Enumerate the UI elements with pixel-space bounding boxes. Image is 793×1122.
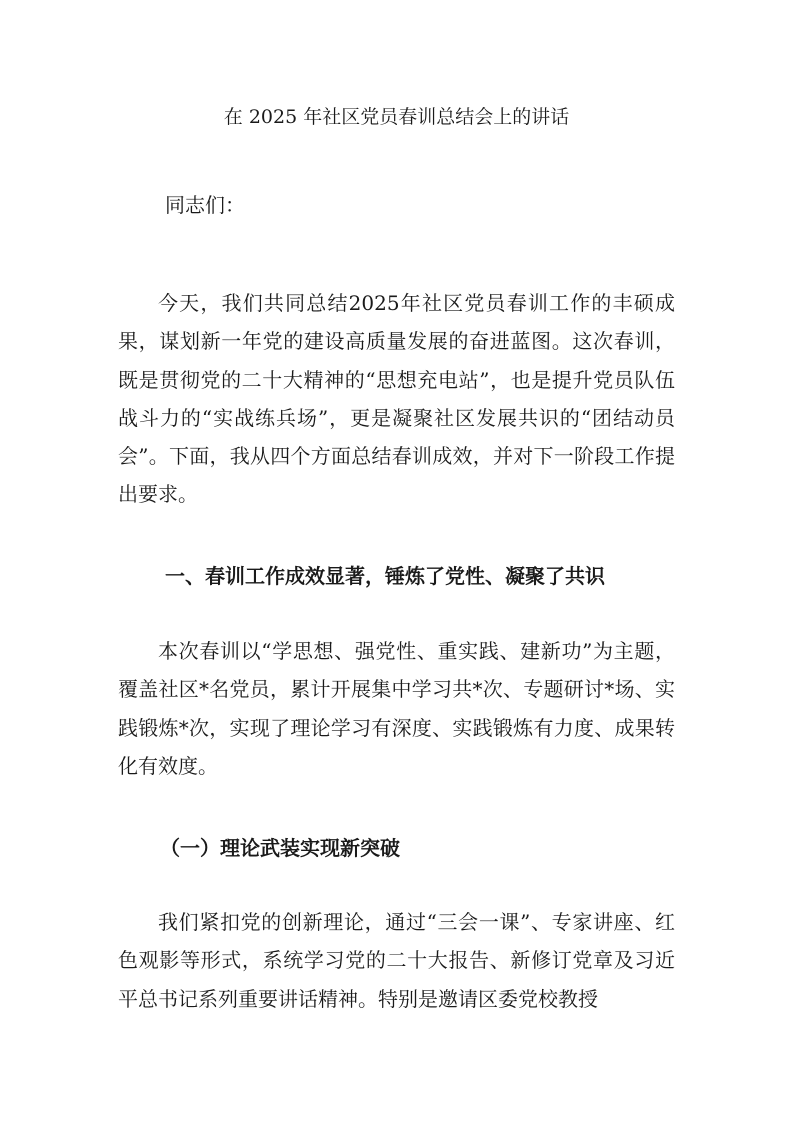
subsection-heading-1: （一）理论武装实现新突破	[160, 836, 400, 860]
document-title: 在 2025 年社区党员春训总结会上的讲话	[223, 106, 570, 128]
paragraph-section-1: 本次春训以“学思想、强党性、重实践、建新功”为主题，覆盖社区*名党员，累计开展集中学习共*次、专题研讨*场、实践锻炼*次，实现了理论学习有深度、实践锻炼有力度、成果转化有效度。	[118, 639, 675, 778]
section-heading-1: 一、春训工作成效显著，锤炼了党性、凝聚了共识	[165, 564, 605, 588]
paragraph-intro: 今天，我们共同总结2025年社区党员春训工作的丰硕成果，谋划新一年党的建设高质量发展的奋进蓝图。这次春训，既是贯彻党的二十大精神的“思想充电站”，也是提升党员队伍战斗力的“实战练兵场”，更是凝聚社区发展共识的“团结动员会”。下面，我从四个方面总结春训成效，并对下一阶段工作提出要求。	[118, 291, 675, 507]
greeting: 同志们：	[165, 193, 245, 217]
paragraph-subsection-1: 我们紧扣党的创新理论，通过“三会一课”、专家讲座、红色观影等形式，系统学习党的二十大报告、新修订党章及习近平总书记系列重要讲话精神。特别是邀请区委党校教授	[118, 910, 675, 1011]
